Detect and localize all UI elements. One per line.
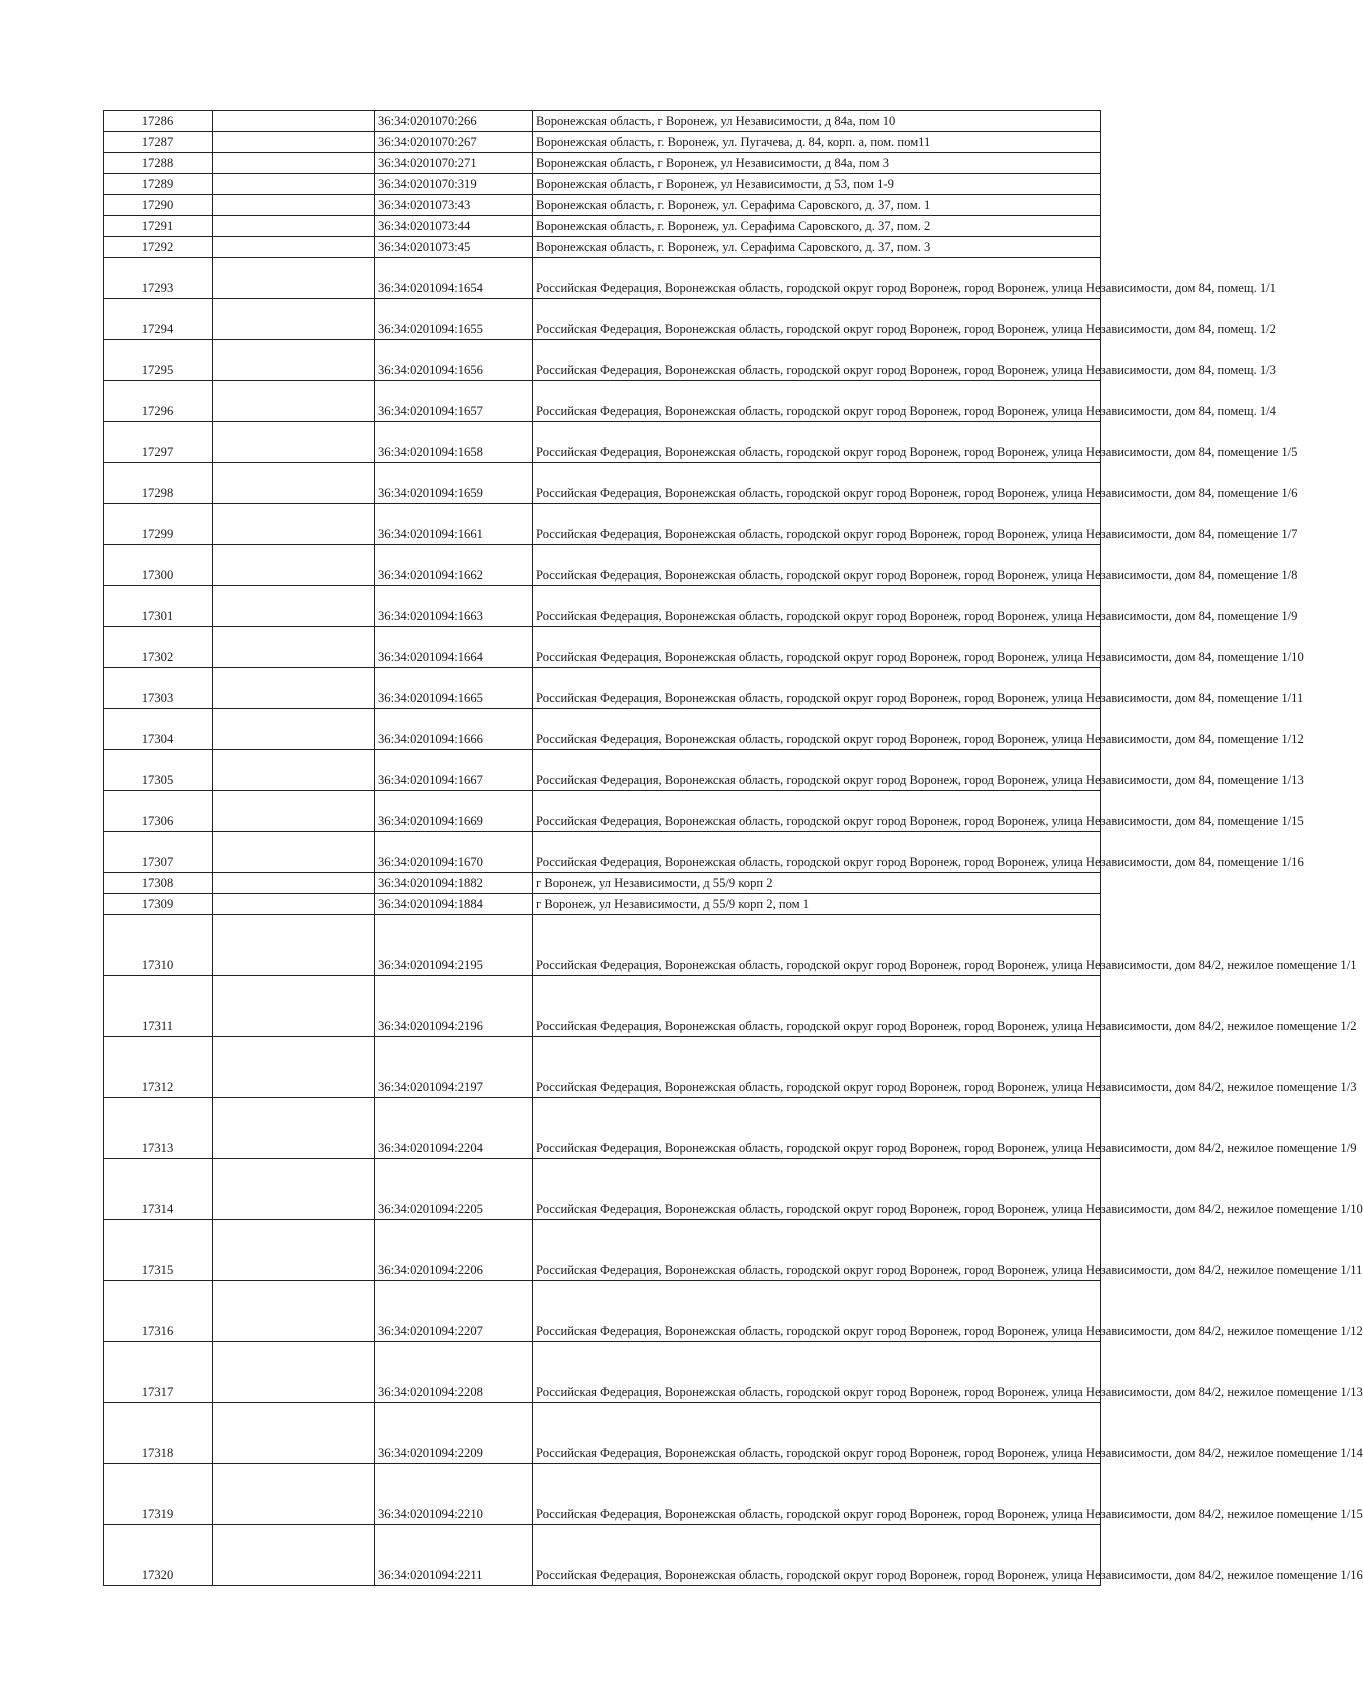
table-row (104, 381, 1101, 422)
record-number-cell: 17308 (104, 873, 213, 894)
table-row (104, 340, 1101, 381)
cadastral-number-cell: 36:34:0201073:45 (375, 237, 533, 258)
table-row (104, 668, 1101, 709)
record-number-cell: 17312 (104, 1037, 213, 1098)
empty-cell (213, 132, 375, 153)
cadastral-number-cell: 36:34:0201094:2207 (375, 1281, 533, 1342)
record-number-cell: 17316 (104, 1281, 213, 1342)
cadastral-number-cell: 36:34:0201094:1654 (375, 258, 533, 299)
cadastral-number-cell: 36:34:0201094:1665 (375, 668, 533, 709)
record-number-cell: 17286 (104, 111, 213, 132)
table-row (104, 216, 1101, 237)
cadastral-number-cell: 36:34:0201094:2196 (375, 976, 533, 1037)
record-number-cell: 17292 (104, 237, 213, 258)
address-cell: Российская Федерация, Воронежская область, городской округ город Воронеж, город Воронеж, улица Независимости, дом 84/2, нежилое помещение 1/10 (533, 1159, 1101, 1220)
record-number-cell: 17301 (104, 586, 213, 627)
table-row (104, 1403, 1101, 1464)
cadastral-number-cell: 36:34:0201094:2209 (375, 1403, 533, 1464)
cadastral-number-cell: 36:34:0201094:2197 (375, 1037, 533, 1098)
cadastral-number-cell: 36:34:0201094:2195 (375, 915, 533, 976)
record-number-cell: 17289 (104, 174, 213, 195)
record-number-cell: 17318 (104, 1403, 213, 1464)
empty-cell (213, 894, 375, 915)
address-cell: Воронежская область, г. Воронеж, ул. Серафима Саровского, д. 37, пом. 2 (533, 216, 1101, 237)
empty-cell (213, 832, 375, 873)
cadastral-number-cell: 36:34:0201094:1657 (375, 381, 533, 422)
record-number-cell: 17311 (104, 976, 213, 1037)
table-row (104, 463, 1101, 504)
cadastral-number-cell: 36:34:0201094:1669 (375, 791, 533, 832)
record-number-cell: 17307 (104, 832, 213, 873)
address-cell: Российская Федерация, Воронежская область, городской округ город Воронеж, город Воронеж, улица Независимости, дом 84, помещение 1/12 (533, 709, 1101, 750)
registry-table (103, 110, 1363, 1586)
empty-cell (213, 1159, 375, 1220)
cadastral-number-cell: 36:34:0201094:1656 (375, 340, 533, 381)
record-number-cell: 17314 (104, 1159, 213, 1220)
record-number-cell: 17306 (104, 791, 213, 832)
table-row (104, 1220, 1101, 1281)
cadastral-number-cell: 36:34:0201094:2208 (375, 1342, 533, 1403)
table-row (104, 545, 1101, 586)
address-cell: Российская Федерация, Воронежская область, городской округ город Воронеж, город Воронеж, улица Независимости, дом 84, помещение 1/9 (533, 586, 1101, 627)
empty-cell (213, 709, 375, 750)
address-cell: Российская Федерация, Воронежская область, городской округ город Воронеж, город Воронеж, улица Независимости, дом 84, помещение 1/6 (533, 463, 1101, 504)
record-number-cell: 17320 (104, 1525, 213, 1586)
cadastral-number-cell: 36:34:0201073:44 (375, 216, 533, 237)
address-cell: Российская Федерация, Воронежская область, городской округ город Воронеж, город Воронеж, улица Независимости, дом 84, помещ. 1/3 (533, 340, 1101, 381)
cadastral-number-cell: 36:34:0201094:1663 (375, 586, 533, 627)
table-row (104, 132, 1101, 153)
address-cell: Российская Федерация, Воронежская область, городской округ город Воронеж, город Воронеж, улица Независимости, дом 84/2, нежилое помещение 1/1 (533, 915, 1101, 976)
table-row (104, 422, 1101, 463)
record-number-cell: 17294 (104, 299, 213, 340)
empty-cell (213, 381, 375, 422)
address-cell: Воронежская область, г Воронеж, ул Независимости, д 53, пом 1-9 (533, 174, 1101, 195)
cadastral-number-cell: 36:34:0201094:1670 (375, 832, 533, 873)
record-number-cell: 17299 (104, 504, 213, 545)
empty-cell (213, 299, 375, 340)
address-cell: Российская Федерация, Воронежская область, городской округ город Воронеж, город Воронеж, улица Независимости, дом 84/2, нежилое помещение 1/2 (533, 976, 1101, 1037)
cadastral-number-cell: 36:34:0201094:1655 (375, 299, 533, 340)
cadastral-number-cell: 36:34:0201094:1882 (375, 873, 533, 894)
empty-cell (213, 340, 375, 381)
record-number-cell: 17302 (104, 627, 213, 668)
address-cell: Российская Федерация, Воронежская область, городской округ город Воронеж, город Воронеж, улица Независимости, дом 84, помещение 1/10 (533, 627, 1101, 668)
record-number-cell: 17315 (104, 1220, 213, 1281)
address-cell: Российская Федерация, Воронежская область, городской округ город Воронеж, город Воронеж, улица Независимости, дом 84/2, нежилое помещение 1/16 (533, 1525, 1101, 1586)
empty-cell (213, 1037, 375, 1098)
table-row (104, 111, 1101, 132)
empty-cell (213, 791, 375, 832)
address-cell: Российская Федерация, Воронежская область, городской округ город Воронеж, город Воронеж, улица Независимости, дом 84/2, нежилое помещение 1/11 (533, 1220, 1101, 1281)
empty-cell (213, 915, 375, 976)
address-cell: Воронежская область, г. Воронеж, ул. Серафима Саровского, д. 37, пом. 3 (533, 237, 1101, 258)
table-row (104, 832, 1101, 873)
address-cell: Российская Федерация, Воронежская область, городской округ город Воронеж, город Воронеж, улица Независимости, дом 84/2, нежилое помещение 1/9 (533, 1098, 1101, 1159)
empty-cell (213, 153, 375, 174)
address-cell: Российская Федерация, Воронежская область, городской округ город Воронеж, город Воронеж, улица Независимости, дом 84/2, нежилое помещение 1/15 (533, 1464, 1101, 1525)
cadastral-number-cell: 36:34:0201094:1659 (375, 463, 533, 504)
table-row (104, 1342, 1101, 1403)
address-cell: Российская Федерация, Воронежская область, городской округ город Воронеж, город Воронеж, улица Независимости, дом 84, помещение 1/13 (533, 750, 1101, 791)
table-row (104, 1159, 1101, 1220)
empty-cell (213, 1098, 375, 1159)
cadastral-number-cell: 36:34:0201094:2206 (375, 1220, 533, 1281)
table-row (104, 1037, 1101, 1098)
record-number-cell: 17313 (104, 1098, 213, 1159)
empty-cell (213, 1403, 375, 1464)
cadastral-number-cell: 36:34:0201070:267 (375, 132, 533, 153)
address-cell: Воронежская область, г. Воронеж, ул. Серафима Саровского, д. 37, пом. 1 (533, 195, 1101, 216)
registry-sheet (103, 110, 1363, 1586)
cadastral-number-cell: 36:34:0201094:1667 (375, 750, 533, 791)
table-row (104, 709, 1101, 750)
empty-cell (213, 422, 375, 463)
empty-cell (213, 504, 375, 545)
address-cell: г Воронеж, ул Независимости, д 55/9 корп 2 (533, 873, 1101, 894)
empty-cell (213, 545, 375, 586)
cadastral-number-cell: 36:34:0201094:1661 (375, 504, 533, 545)
empty-cell (213, 174, 375, 195)
empty-cell (213, 111, 375, 132)
record-number-cell: 17305 (104, 750, 213, 791)
address-cell: Воронежская область, г. Воронеж, ул. Пугачева, д. 84, корп. а, пом. пом11 (533, 132, 1101, 153)
table-row (104, 258, 1101, 299)
record-number-cell: 17288 (104, 153, 213, 174)
table-row (104, 976, 1101, 1037)
table-row (104, 153, 1101, 174)
address-cell: Российская Федерация, Воронежская область, городской округ город Воронеж, город Воронеж, улица Независимости, дом 84, помещение 1/5 (533, 422, 1101, 463)
empty-cell (213, 873, 375, 894)
empty-cell (213, 627, 375, 668)
cadastral-number-cell: 36:34:0201070:266 (375, 111, 533, 132)
empty-cell (213, 1281, 375, 1342)
record-number-cell: 17293 (104, 258, 213, 299)
record-number-cell: 17296 (104, 381, 213, 422)
record-number-cell: 17309 (104, 894, 213, 915)
address-cell: Российская Федерация, Воронежская область, городской округ город Воронеж, город Воронеж, улица Независимости, дом 84/2, нежилое помещение 1/12 (533, 1281, 1101, 1342)
table-row (104, 627, 1101, 668)
address-cell: г Воронеж, ул Независимости, д 55/9 корп 2, пом 1 (533, 894, 1101, 915)
cadastral-number-cell: 36:34:0201094:1666 (375, 709, 533, 750)
address-cell: Российская Федерация, Воронежская область, городской округ город Воронеж, город Воронеж, улица Независимости, дом 84, помещ. 1/4 (533, 381, 1101, 422)
empty-cell (213, 1464, 375, 1525)
cadastral-number-cell: 36:34:0201070:271 (375, 153, 533, 174)
record-number-cell: 17310 (104, 915, 213, 976)
table-row (104, 1525, 1101, 1586)
table-row (104, 237, 1101, 258)
cadastral-number-cell: 36:34:0201094:1884 (375, 894, 533, 915)
record-number-cell: 17319 (104, 1464, 213, 1525)
empty-cell (213, 258, 375, 299)
empty-cell (213, 976, 375, 1037)
address-cell: Российская Федерация, Воронежская область, городской округ город Воронеж, город Воронеж, улица Независимости, дом 84, помещение 1/11 (533, 668, 1101, 709)
table-row (104, 750, 1101, 791)
record-number-cell: 17290 (104, 195, 213, 216)
record-number-cell: 17297 (104, 422, 213, 463)
address-cell: Российская Федерация, Воронежская область, городской округ город Воронеж, город Воронеж, улица Независимости, дом 84, помещение 1/7 (533, 504, 1101, 545)
cadastral-number-cell: 36:34:0201094:2204 (375, 1098, 533, 1159)
table-row (104, 174, 1101, 195)
table-row (104, 1281, 1101, 1342)
table-row (104, 195, 1101, 216)
empty-cell (213, 668, 375, 709)
record-number-cell: 17304 (104, 709, 213, 750)
table-row (104, 1464, 1101, 1525)
address-cell: Воронежская область, г Воронеж, ул Независимости, д 84а, пом 10 (533, 111, 1101, 132)
record-number-cell: 17287 (104, 132, 213, 153)
address-cell: Российская Федерация, Воронежская область, городской округ город Воронеж, город Воронеж, улица Независимости, дом 84/2, нежилое помещение 1/14 (533, 1403, 1101, 1464)
address-cell: Российская Федерация, Воронежская область, городской округ город Воронеж, город Воронеж, улица Независимости, дом 84, помещ. 1/1 (533, 258, 1101, 299)
cadastral-number-cell: 36:34:0201094:1662 (375, 545, 533, 586)
table-row (104, 299, 1101, 340)
address-cell: Российская Федерация, Воронежская область, городской округ город Воронеж, город Воронеж, улица Независимости, дом 84, помещение 1/8 (533, 545, 1101, 586)
cadastral-number-cell: 36:34:0201094:2211 (375, 1525, 533, 1586)
record-number-cell: 17303 (104, 668, 213, 709)
empty-cell (213, 237, 375, 258)
address-cell: Российская Федерация, Воронежская область, городской округ город Воронеж, город Воронеж, улица Независимости, дом 84, помещение 1/16 (533, 832, 1101, 873)
address-cell: Воронежская область, г Воронеж, ул Независимости, д 84а, пом 3 (533, 153, 1101, 174)
empty-cell (213, 216, 375, 237)
cadastral-number-cell: 36:34:0201094:2210 (375, 1464, 533, 1525)
empty-cell (213, 1525, 375, 1586)
empty-cell (213, 195, 375, 216)
record-number-cell: 17298 (104, 463, 213, 504)
cadastral-number-cell: 36:34:0201094:1664 (375, 627, 533, 668)
record-number-cell: 17291 (104, 216, 213, 237)
cadastral-number-cell: 36:34:0201073:43 (375, 195, 533, 216)
table-row (104, 1098, 1101, 1159)
table-row (104, 586, 1101, 627)
address-cell: Российская Федерация, Воронежская область, городской округ город Воронеж, город Воронеж, улица Независимости, дом 84/2, нежилое помещение 1/3 (533, 1037, 1101, 1098)
empty-cell (213, 750, 375, 791)
empty-cell (213, 1220, 375, 1281)
empty-cell (213, 586, 375, 627)
table-row (104, 873, 1101, 894)
address-cell: Российская Федерация, Воронежская область, городской округ город Воронеж, город Воронеж, улица Независимости, дом 84, помещ. 1/2 (533, 299, 1101, 340)
table-row (104, 915, 1101, 976)
cadastral-number-cell: 36:34:0201094:1658 (375, 422, 533, 463)
record-number-cell: 17317 (104, 1342, 213, 1403)
cadastral-number-cell: 36:34:0201070:319 (375, 174, 533, 195)
cadastral-number-cell: 36:34:0201094:2205 (375, 1159, 533, 1220)
address-cell: Российская Федерация, Воронежская область, городской округ город Воронеж, город Воронеж, улица Независимости, дом 84, помещение 1/15 (533, 791, 1101, 832)
empty-cell (213, 1342, 375, 1403)
empty-cell (213, 463, 375, 504)
registry-table-body (104, 111, 1363, 1586)
table-row (104, 504, 1101, 545)
table-row (104, 791, 1101, 832)
record-number-cell: 17295 (104, 340, 213, 381)
address-cell: Российская Федерация, Воронежская область, городской округ город Воронеж, город Воронеж, улица Независимости, дом 84/2, нежилое помещение 1/13 (533, 1342, 1101, 1403)
record-number-cell: 17300 (104, 545, 213, 586)
table-row (104, 894, 1101, 915)
